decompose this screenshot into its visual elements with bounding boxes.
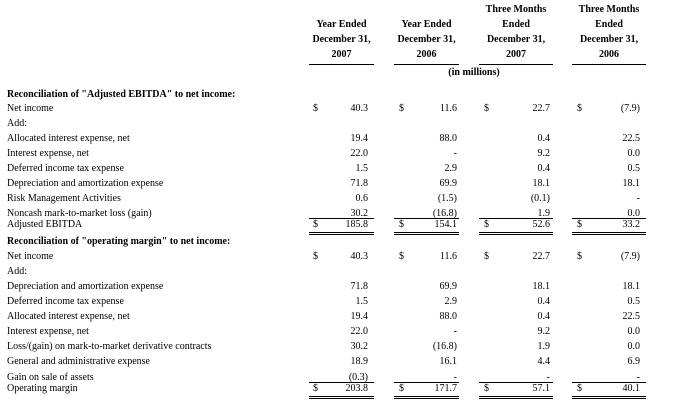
column-header-line: December 31,: [397, 34, 456, 45]
currency-symbol: $: [484, 383, 489, 394]
row-value: 0.4: [537, 163, 550, 174]
row-value: (1.5): [437, 193, 457, 204]
row-value: 22.7: [532, 251, 550, 262]
total-value: 40.1: [622, 383, 640, 394]
currency-symbol: $: [577, 251, 582, 262]
row-value: 11.6: [439, 103, 457, 114]
total-double-rule: [394, 232, 459, 235]
currency-symbol: $: [577, 103, 582, 114]
row-value: 30.2: [350, 208, 368, 219]
currency-symbol: $: [313, 251, 318, 262]
row-value: 69.9: [439, 178, 457, 189]
section-title: Reconciliation of "operating margin" to net income:: [7, 236, 231, 247]
row-label: Gain on sale of assets: [7, 372, 94, 383]
row-value: 18.9: [350, 356, 368, 367]
column-header-line: Ended: [502, 19, 530, 30]
total-value: 154.1: [434, 219, 457, 230]
column-header-line: Three Months: [485, 4, 547, 15]
total-value: 57.1: [532, 383, 550, 394]
row-value: 18.1: [622, 281, 640, 292]
currency-symbol: $: [399, 383, 404, 394]
row-value: 0.0: [627, 148, 640, 159]
row-value: -: [636, 372, 640, 383]
currency-symbol: $: [313, 383, 318, 394]
row-value: 18.1: [622, 178, 640, 189]
row-value: 1.5: [355, 296, 368, 307]
currency-symbol: $: [313, 219, 318, 230]
row-value: 0.0: [627, 208, 640, 219]
row-value: (7.9): [620, 103, 640, 114]
total-value: 52.6: [532, 219, 550, 230]
row-label: Net income: [7, 251, 54, 262]
row-value: 2.9: [444, 296, 457, 307]
row-value: 22.0: [350, 326, 368, 337]
row-value: 0.6: [355, 193, 368, 204]
column-header-line: December 31,: [579, 34, 639, 45]
row-label: Add:: [7, 118, 27, 129]
column-header-line: Year Ended: [316, 19, 367, 30]
row-value: 40.3: [350, 103, 368, 114]
row-value: 18.1: [532, 281, 550, 292]
row-label: Interest expense, net: [7, 148, 89, 159]
column-header-underline: [309, 64, 374, 65]
row-label: Noncash mark-to-market loss (gain): [7, 208, 152, 219]
total-double-rule: [479, 232, 553, 235]
total-label: Operating margin: [7, 383, 78, 394]
row-value: 30.2: [350, 341, 368, 352]
currency-symbol: $: [399, 251, 404, 262]
total-value: 33.2: [622, 219, 640, 230]
row-value: (7.9): [620, 251, 640, 262]
total-label: Adjusted EBITDA: [7, 219, 83, 230]
total-double-rule: [394, 396, 459, 399]
row-value: (16.8): [432, 341, 457, 352]
row-value: (0.3): [348, 372, 368, 383]
row-value: 0.0: [627, 341, 640, 352]
row-value: 6.9: [627, 356, 640, 367]
column-header-underline: [572, 64, 646, 65]
column-header-line: Ended: [595, 19, 623, 30]
row-value: 16.1: [439, 356, 457, 367]
section-title: Reconciliation of "Adjusted EBITDA" to net income:: [7, 89, 236, 100]
row-value: 22.0: [350, 148, 368, 159]
row-value: 2.9: [444, 163, 457, 174]
currency-symbol: $: [577, 219, 582, 230]
column-header-line: 2006: [416, 49, 437, 60]
total-value: 203.8: [345, 383, 368, 394]
column-header-line: December 31,: [312, 34, 371, 45]
currency-symbol: $: [399, 219, 404, 230]
column-header-line: December 31,: [486, 34, 546, 45]
currency-symbol: $: [313, 103, 318, 114]
row-value: 4.4: [537, 356, 550, 367]
column-header-line: 2006: [599, 49, 619, 60]
total-double-rule: [309, 232, 374, 235]
currency-symbol: $: [484, 251, 489, 262]
total-double-rule: [309, 396, 374, 399]
row-value: 19.4: [350, 311, 368, 322]
row-value: (16.8): [432, 208, 457, 219]
row-label: Net income: [7, 103, 54, 114]
row-label: Interest expense, net: [7, 326, 89, 337]
row-value: 19.4: [350, 133, 368, 144]
row-value: -: [636, 193, 640, 204]
row-label: Allocated interest expense, net: [7, 311, 130, 322]
total-value: 185.8: [345, 219, 368, 230]
column-header-line: Three Months: [578, 4, 640, 15]
row-value: 88.0: [439, 133, 457, 144]
row-value: 22.5: [622, 133, 640, 144]
row-value: 0.4: [537, 133, 550, 144]
row-label: Allocated interest expense, net: [7, 133, 130, 144]
column-header-line: 2007: [506, 49, 526, 60]
row-value: 1.9: [537, 208, 550, 219]
currency-symbol: $: [577, 383, 582, 394]
currency-symbol: $: [484, 219, 489, 230]
row-value: 71.8: [350, 178, 368, 189]
row-label: Deferred income tax expense: [7, 296, 124, 307]
row-label: Add:: [7, 266, 27, 277]
column-header-line: Year Ended: [401, 19, 452, 30]
currency-symbol: $: [484, 103, 489, 114]
row-value: 88.0: [439, 311, 457, 322]
row-label: Depreciation and amortization expense: [7, 281, 164, 292]
row-label: Risk Management Activities: [7, 193, 121, 204]
row-value: 0.5: [627, 163, 640, 174]
row-value: 0.5: [627, 296, 640, 307]
row-value: -: [453, 326, 457, 337]
row-value: 71.8: [350, 281, 368, 292]
row-value: 0.4: [537, 296, 550, 307]
row-value: 40.3: [350, 251, 368, 262]
row-value: 1.9: [537, 341, 550, 352]
row-value: 0.0: [627, 326, 640, 337]
total-double-rule: [479, 396, 553, 399]
row-value: -: [453, 372, 457, 383]
row-value: 9.2: [537, 148, 550, 159]
row-value: 1.5: [355, 163, 368, 174]
units-label: (in millions): [448, 67, 500, 78]
row-value: 18.1: [532, 178, 550, 189]
currency-symbol: $: [399, 103, 404, 114]
total-double-rule: [572, 396, 646, 399]
row-value: -: [546, 372, 550, 383]
row-label: Loss/(gain) on mark-to-market derivative contracts: [7, 341, 212, 352]
row-value: 11.6: [439, 251, 457, 262]
total-value: 171.7: [434, 383, 457, 394]
row-label: General and administrative expense: [7, 356, 150, 367]
column-header-line: 2007: [331, 49, 352, 60]
row-value: 9.2: [537, 326, 550, 337]
row-value: 0.4: [537, 311, 550, 322]
row-value: -: [453, 148, 457, 159]
row-value: 22.7: [532, 103, 550, 114]
row-value: 22.5: [622, 311, 640, 322]
row-value: (0.1): [530, 193, 550, 204]
row-label: Deferred income tax expense: [7, 163, 124, 174]
row-label: Depreciation and amortization expense: [7, 178, 164, 189]
row-value: 69.9: [439, 281, 457, 292]
total-double-rule: [572, 232, 646, 235]
